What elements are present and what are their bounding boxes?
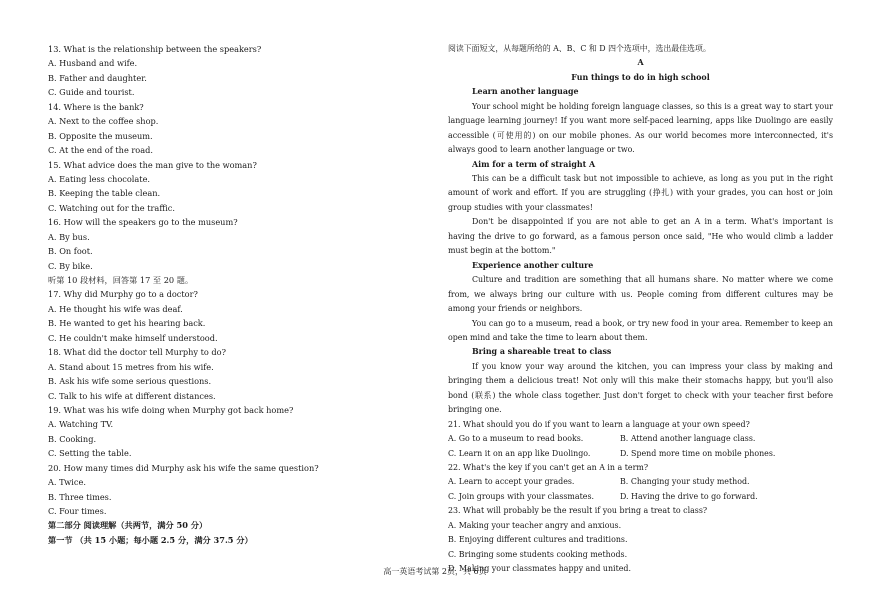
section-heading: Aim for a term of straight A [472,159,596,169]
text-line: A. Next to the coffee shop. [48,116,159,127]
question-stem: 21. What should you do if you want to learn a language at your own speed? [448,419,750,429]
text-line: A. Watching TV. [48,419,114,430]
question-stem: 23. What will probably be the result if you bring a treat to class? [448,506,708,516]
text-line: B. Father and daughter. [48,72,147,83]
paragraph: You can go to a museum, read a book, or try new food in your area. Remember to keep an open mind and take the time to learn about them. [448,318,833,342]
text-line: 14. Where is the bank? [48,101,144,112]
option: D. Having the drive to go forward. [620,491,758,501]
passage-label: A [637,58,644,68]
text-line: C. Four times. [48,506,107,516]
paragraph: Don't be disappointed if you are not able to get an A in a term. What's important is having the drive to go forward, as a famous person once said, "He who would climb a ladder must begin at the bottom." [448,217,833,256]
option: B. Changing your study method. [620,477,750,487]
option-row [448,475,833,489]
text-line: B. Three times. [48,491,112,502]
option: A. Making your teacher angry and anxious. [448,520,622,530]
text-line: A. By bus. [48,231,90,242]
text-line: A. Stand about 15 metres from his wife. [48,361,214,372]
option: D. Making your classmates happy and united. [448,564,631,574]
text-line: B. Ask his wife some serious questions. [48,376,212,387]
paragraph: This can be a difficult task but not impossible to achieve, as long as you put in the right amount of work and effort. If you are struggling (挣扎) with your grades, you can host or join group studies with your classmates! [448,174,833,212]
section-heading: 第一节 （共 15 小题；每小题 2.5 分，满分 37.5 分） [48,534,253,545]
text-line: B. Opposite the museum. [48,130,153,141]
page-footer: 高一英语考试第 2页，共 6页 [383,567,487,576]
text-line: C. He couldn't make himself understood. [48,332,218,343]
text-line: C. Guide and tourist. [48,87,135,98]
option-row [448,490,833,504]
paragraph: If you know your way around the kitchen, you can impress your class by making and bringing them a delicious treat! Not only will this make their stomachs happy, but you'll also bond (联系) the whole class together. Just don't forget to check with your teacher first before bringing one. [448,361,833,415]
paragraph: Your school might be holding foreign language classes, so this is a great way to start your language learning journey! If you want more self-paced learning, apps like Duolingo are easily accessible (可使用的) on our mobile phones. As our world becomes more interconnected, it's always good to learn another language or two. [448,101,833,155]
part-heading: 第二部分 阅读理解（共两节，满分 50 分） [48,520,208,531]
text-line: A. Twice. [48,477,86,488]
option: A. Learn to accept your grades. [448,477,575,487]
option: C. Bringing some students cooking methods. [448,549,628,559]
reading-instruction: 阅读下面短文，从每题所给的 A、B、C 和 D 四个选项中，选出最佳选项。 [448,44,711,53]
text-line: B. Keeping the table clean. [48,188,161,199]
option-row [448,432,833,446]
text-line: B. On foot. [48,246,93,257]
text-line: B. Cooking. [48,433,97,444]
text-line: C. Talk to his wife at different distances. [48,390,216,401]
right-column [448,42,833,576]
text-line: B. He wanted to get his hearing back. [48,318,206,329]
passage-title: Fun things to do in high school [571,72,710,82]
text-line: 15. What advice does the man give to the woman? [48,159,257,170]
section-heading: Experience another culture [472,260,594,270]
section-heading: Learn another language [472,87,579,97]
option: C. Join groups with your classmates. [448,491,595,501]
text-line: 17. Why did Murphy go to a doctor? [48,289,198,300]
option: B. Attend another language class. [620,434,756,444]
text-line: A. Eating less chocolate. [48,173,151,184]
text-line: 16. How will the speakers go to the museum? [48,217,238,228]
paragraph: Culture and tradition are something that all humans share. No matter where we come from, we always bring our culture with us. People coming from different cultures may be among your friends or neighbors. [448,275,833,314]
option: D. Spend more time on mobile phones. [620,448,776,458]
text-line: C. Watching out for the traffic. [48,202,175,213]
section-instruction: 听第 10 段材料，回答第 17 至 20 题。 [48,275,194,285]
text-line: A. Husband and wife. [48,58,138,69]
option-row [448,447,833,461]
text-line: 20. How many times did Murphy ask his wife the same question? [48,462,319,473]
option: C. Learn it on an app like Duolingo. [448,448,591,458]
text-line: 19. What was his wife doing when Murphy got back home? [48,404,294,415]
text-line: 18. What did the doctor tell Murphy to do? [48,347,226,358]
left-column [48,42,428,547]
text-line: 13. What is the relationship between the speakers? [48,44,262,54]
text-line: C. Setting the table. [48,448,132,459]
text-line: C. By bike. [48,260,93,271]
option: A. Go to a museum to read books. [448,434,584,444]
section-heading: Bring a shareable treat to class [472,347,612,357]
text-line: C. At the end of the road. [48,145,153,156]
question-stem: 22. What's the key if you can't get an A in a term? [448,462,649,472]
text-line: A. He thought his wife was deaf. [48,303,183,314]
option: B. Enjoying different cultures and traditions. [448,535,628,545]
